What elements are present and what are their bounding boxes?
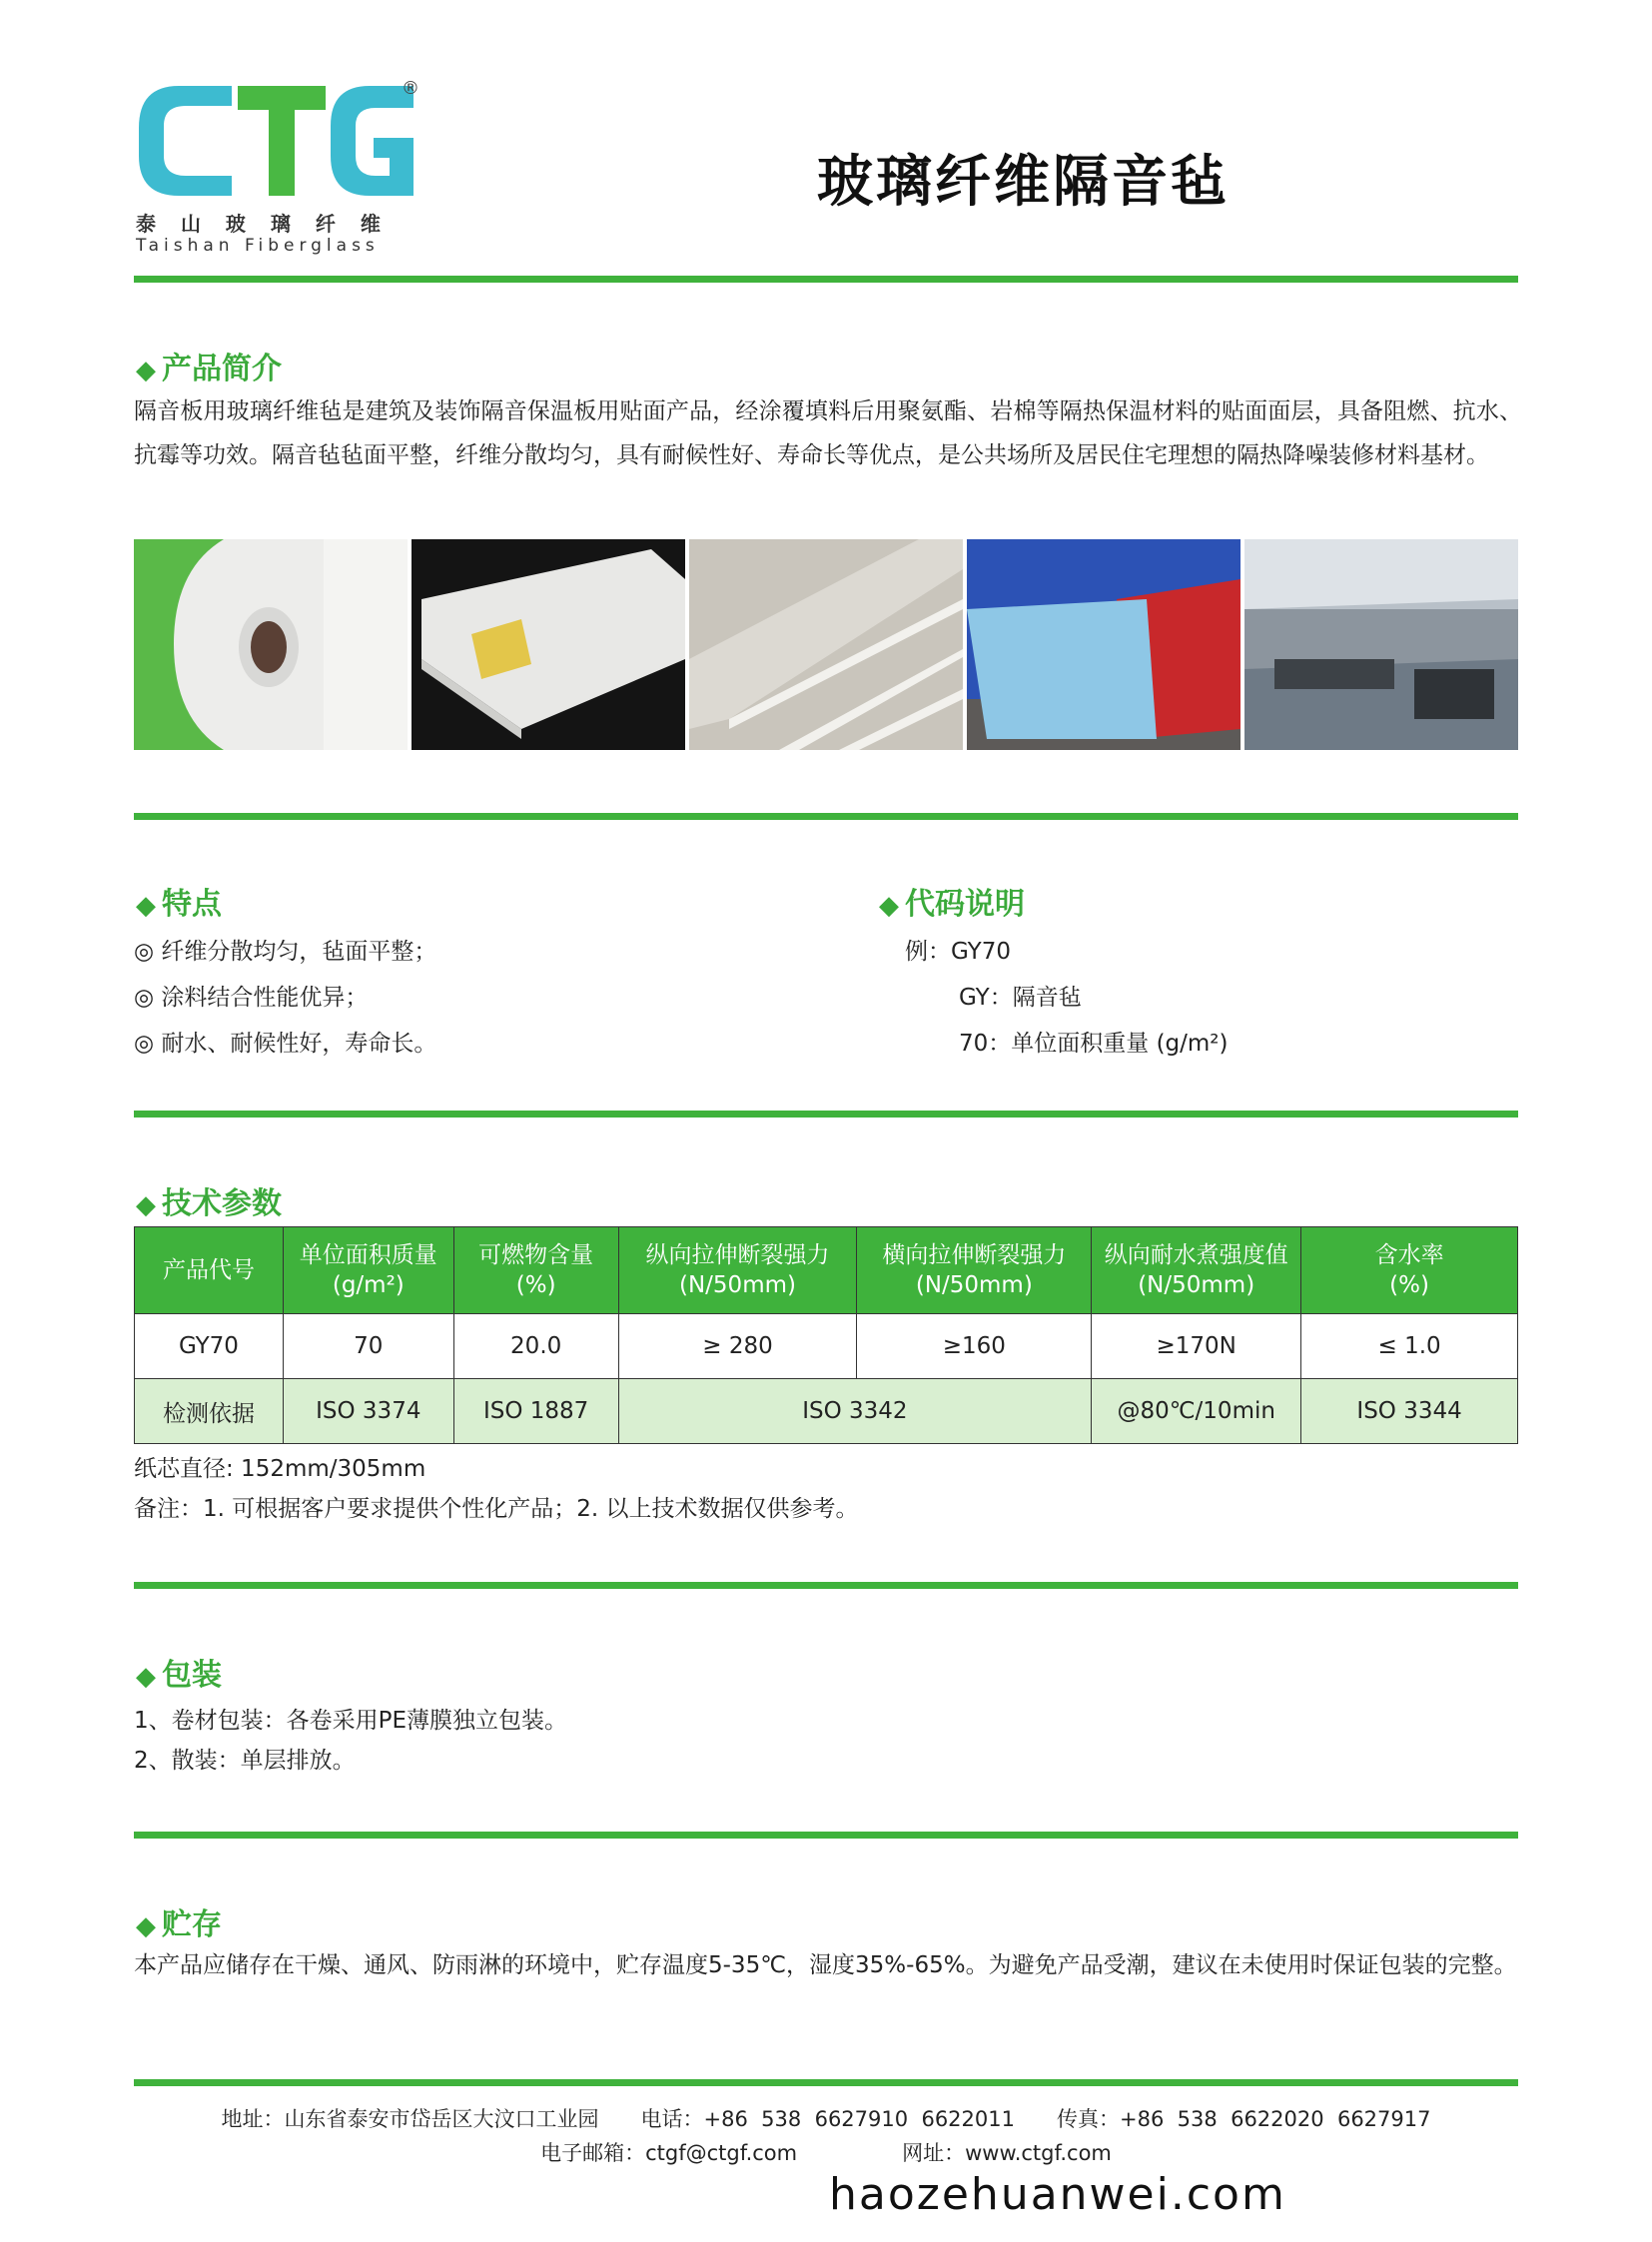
table-cell: ISO 3344 [1301, 1379, 1518, 1444]
logo [134, 78, 433, 258]
storage-paragraph: 本产品应储存在干燥、通风、防雨淋的环境中，贮存温度5-35℃，湿度35%-65%。为避免产品受潮，建议在未使用时保证包装的完整。 [134, 1952, 1517, 1978]
code-example: 例：GY70 [905, 939, 1011, 965]
table-row [135, 1379, 1518, 1444]
table-header-cell: 横向拉伸断裂强力 (N/50mm) [857, 1227, 1092, 1314]
table-cell: ISO 3374 [283, 1379, 453, 1444]
intro-paragraph: 隔音板用玻璃纤维毡是建筑及装饰隔音保温板用贴面产品，经涂覆填料后用聚氨酯、岩棉等隔热保温材料的贴面面层，具备阻燃、抗水、抗霉等功效。隔音毡毡面平整，纤维分散均匀，具有耐候性好、寿命长等优点，是公共场所及居民住宅理想的隔热降噪装修材料基材。 [134, 398, 1522, 468]
footer-web-line: 电子邮箱：ctgf@ctgf.com 网址：www.ctgf.com [540, 2141, 1112, 2165]
table-cell: @80℃/10min [1092, 1379, 1301, 1444]
logo-chinese-name: 泰 山 玻 璃 纤 维 [136, 212, 390, 236]
table-row [135, 1314, 1518, 1379]
tech-note: 备注：1. 可根据客户要求提供个性化产品；2. 以上技术数据仅供参考。 [134, 1496, 859, 1522]
divider [134, 1111, 1518, 1118]
packaging-item: 2、散装：单层排放。 [134, 1748, 356, 1774]
divider [134, 276, 1518, 283]
diamond-icon: ◆ [136, 1190, 156, 1220]
table-cell: ≥ 280 [618, 1314, 857, 1379]
section-heading-tech: ◆ 技术参数 [136, 1186, 282, 1221]
product-photo-gym-interior [1244, 539, 1518, 750]
divider [134, 1582, 1518, 1589]
table-cell: 20.0 [453, 1314, 618, 1379]
ctg-logo-mark [134, 78, 423, 203]
diamond-icon: ◆ [136, 1911, 156, 1941]
section-heading-packaging: ◆ 包装 [136, 1658, 222, 1693]
table-header-cell: 纵向拉伸断裂强力 (N/50mm) [618, 1227, 857, 1314]
table-header-cell: 可燃物含量 (%) [453, 1227, 618, 1314]
table-cell: 检测依据 [135, 1379, 284, 1444]
section-heading-intro: ◆ 产品简介 [136, 352, 282, 386]
table-header-row [135, 1227, 1518, 1314]
section-heading-storage: ◆ 贮存 [136, 1907, 222, 1942]
divider [134, 1832, 1518, 1839]
table-cell: GY70 [135, 1314, 284, 1379]
code-gy: GY：隔音毡 [959, 985, 1082, 1011]
section-heading-features: ◆ 特点 [136, 887, 222, 922]
core-diameter: 纸芯直径: 152mm/305mm [134, 1456, 426, 1482]
packaging-item: 1、卷材包装：各卷采用PE薄膜独立包装。 [134, 1708, 568, 1734]
product-photo-panel [412, 539, 685, 750]
product-photo-roll [134, 539, 408, 750]
logo-english-name: Taishan Fiberglass [136, 236, 380, 256]
watermark: haozehuanwei.com [829, 2169, 1286, 2220]
page-title: 玻璃纤维隔音毡 [817, 150, 1230, 215]
table-header-cell: 纵向耐水煮强度值 (N/50mm) [1092, 1227, 1301, 1314]
product-photo-colored-panels [967, 539, 1240, 750]
code-70: 70：单位面积重量 (g/m²) [959, 1031, 1229, 1057]
table-cell: 70 [283, 1314, 453, 1379]
divider [134, 2079, 1518, 2086]
feature-item: ◎ 纤维分散均匀，毡面平整； [134, 939, 437, 965]
diamond-icon: ◆ [879, 891, 899, 921]
feature-item: ◎ 涂料结合性能优异； [134, 985, 369, 1011]
table-cell: ISO 1887 [453, 1379, 618, 1444]
table-header-cell: 产品代号 [135, 1227, 284, 1314]
table-header-cell: 单位面积质量 (g/m²) [283, 1227, 453, 1314]
spec-table [134, 1226, 1518, 1444]
diamond-icon: ◆ [136, 891, 156, 921]
diamond-icon: ◆ [136, 1662, 156, 1692]
diamond-icon: ◆ [136, 356, 156, 385]
section-heading-code: ◆ 代码说明 [879, 887, 1025, 922]
feature-item: ◎ 耐水、耐候性好，寿命长。 [134, 1031, 437, 1057]
registered-mark: ® [402, 78, 419, 99]
table-header-cell: 含水率 (%) [1301, 1227, 1518, 1314]
table-cell: ≥170N [1092, 1314, 1301, 1379]
table-cell: ISO 3342 [618, 1379, 1092, 1444]
product-photo-boards [689, 539, 963, 750]
table-cell: ≥160 [857, 1314, 1092, 1379]
footer-contact-line: 地址：山东省泰安市岱岳区大汶口工业园 电话：+86 538 6627910 6622011 传真：+86 538 6622020 6627917 [221, 2107, 1431, 2131]
table-cell: ≤ 1.0 [1301, 1314, 1518, 1379]
divider [134, 813, 1518, 820]
